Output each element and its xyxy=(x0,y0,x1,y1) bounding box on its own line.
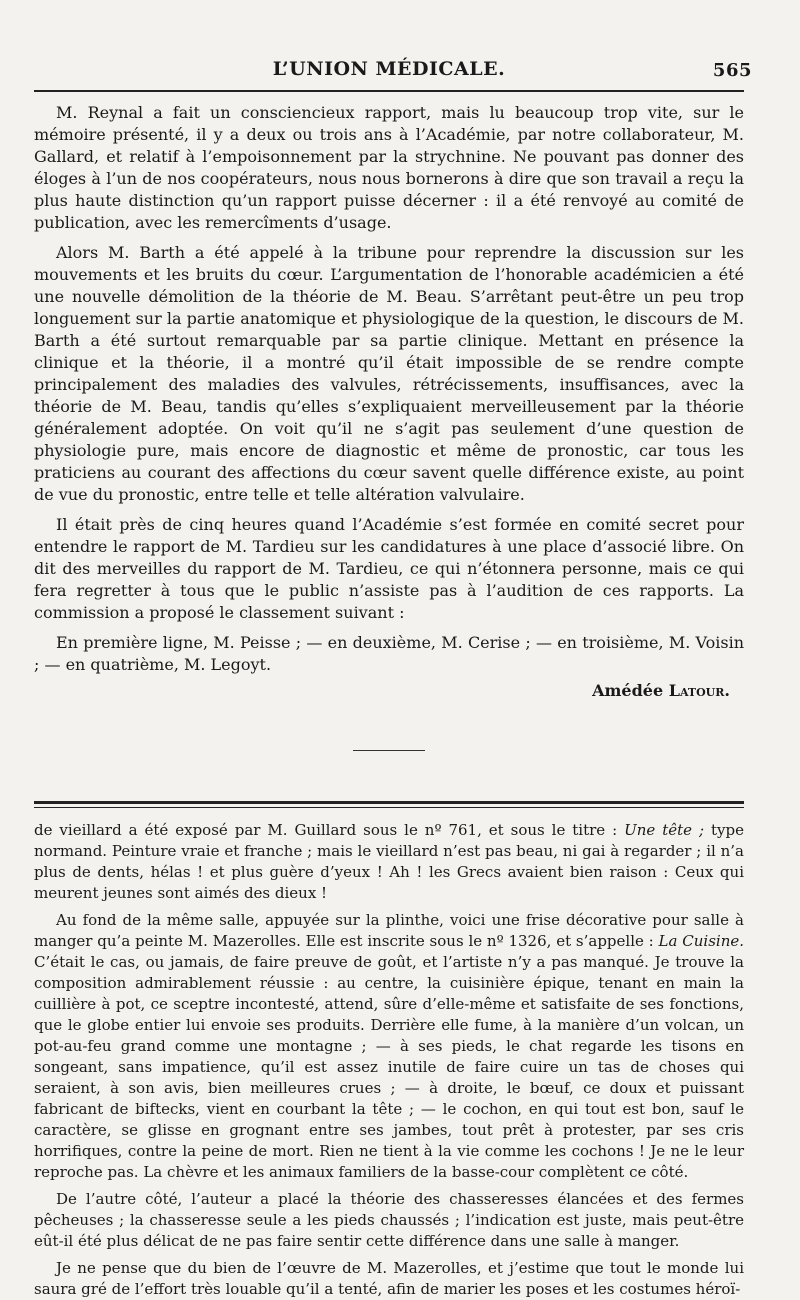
feuilleton-paragraph: Je ne pense que du bien de l’œuvre de M. Mazerolles, et j’estime que tout le monde lui saura gré de l’effort très louable qu’il a tenté, afin de marier les poses et les costumes héroï- xyxy=(34,1259,744,1298)
page-number: 565 xyxy=(712,60,752,81)
page-header xyxy=(34,42,752,81)
article-paragraph: Alors M. Barth a été appelé à la tribune pour reprendre la discussion sur les mouvements et les bruits du cœur. L’argumentation de l’honorable académicien a été une nouvelle démolition de la théorie de M. Beau. S’arrêtant peut-être un peu trop longuement sur la partie anatomique et physiologique de la question, le discours de M. Barth a été surtout remarquable par sa partie clinique. Mettant en présence la clinique et la théorie, il a montré qu’il était impossible de se rendre compte principalement des maladies des valvules, rétrécissements, insuffisances, avec la théorie de M. Beau, tandis qu’elles s’expliquaient merveilleusement par la théorie généralement adoptée. On voit qu’il ne s’agit pas seulement d’une question de physiologie pure, mais encore de diagnostic et même de pronostic, car tous les praticiens au courant des affections du cœur savent quelle différence existe, au point de vue du pronostic, entre telle et telle altération valvulaire. xyxy=(34,243,744,504)
feuilleton-separator xyxy=(34,801,744,808)
main-article xyxy=(34,102,744,751)
signature-last-name: Latour. xyxy=(668,681,730,700)
text-run: Au fond de la même salle, appuyée sur la plinthe, voici une frise décorative pour salle à manger qu’a peinte M. Mazerolles. Elle est inscrite sous le nº 1326, et s’appelle : xyxy=(34,911,744,950)
feuilleton-paragraph xyxy=(34,910,744,1183)
text-run: C’était le cas, ou jamais, de faire preuve de goût, et l’artiste n’y a pas manqué. Je trouve la composition admirablement réussie : au centre, la cuisinière épique, tenant en main la cuillière à pot, ce sceptre incontesté, attend, sûre d’elle-même et satisfaite de ses fonctions, que le globe entier lui envoie ses produits. Derrière elle fume, à la manière d’un volcan, un pot-au-feu grand comme une montagne ; — à ses pieds, le chat regarde les tisons en songeant, sans impatience, qu’il est assez inutile de faire cuire un tas de choses qui seraient, à son avis, bien meilleures crues ; — à droite, le bœuf, ce doux et puissant fabricant de biftecks, vient en courbant la tête ; — le cochon, en qui tout est bon, sauf le caractère, se glisse en grognant entre ses jambes, tout prêt à protester, par ses cris horrifiques, contre la peine de mort. Rien ne tient à la vie comme les cochons ! Je ne le leur reproche pas. La chèvre et les animaux familiers de la basse-cour complètent ce côté. xyxy=(34,953,744,1181)
article-paragraph: M. Reynal a fait un consciencieux rapport, mais lu beaucoup trop vite, sur le mémoire présenté, il y a deux ou trois ans à l’Académie, par notre collaborateur, M. Gallard, et relatif à l’empoisonnement par la strychnine. Ne pouvant pas donner des éloges à l’un de nos coopérateurs, nous nous bornerons à dire que son travail a reçu la plus haute distinction qu’un rapport puisse décerner : il a été renvoyé au comité de publication, avec les remercîments d’usage. xyxy=(34,103,744,232)
artwork-title: La Cuisine. xyxy=(658,932,744,950)
artwork-title: Une tête ; xyxy=(624,821,705,839)
header-rule xyxy=(34,90,744,92)
section-divider xyxy=(353,750,425,751)
feuilleton-paragraph: De l’autre côté, l’auteur a placé la théorie des chasseresses élancées et des fermes pêcheuses ; la chasseresse seule a les pieds chaussés ; l’indication est juste, mais peut-être eût-il été plus délicat de ne pas faire sentir cette différence dans une salle à manger. xyxy=(34,1190,744,1250)
article-paragraph: En première ligne, M. Peisse ; — en deuxième, M. Cerise ; — en troisième, M. Voisin ; — en quatrième, M. Legoyt. xyxy=(34,633,744,674)
signature-first-name: Amédée xyxy=(592,681,664,700)
feuilleton-column xyxy=(34,820,744,1300)
text-run: type normand. Peinture vraie et franche ; mais le vieillard n’est pas beau, ni gai à regarder ; il n’a plus de dents, hélas ! et plus guère d’yeux ! Ah ! les Grecs avaient bien raison : Ceux qui meurent jeunes sont aimés des dieux ! xyxy=(34,821,744,902)
article-paragraph: Il était près de cinq heures quand l’Académie s’est formée en comité secret pour entendre le rapport de M. Tardieu sur les candidatures à une place d’associé libre. On dit des merveilles du rapport de M. Tardieu, ce qui n’étonnera personne, mais ce qui fera regretter à tous que le public n’assiste pas à l’audition de ces rapports. La commission a proposé le classement suivant : xyxy=(34,515,744,622)
journal-title: L’UNION MÉDICALE. xyxy=(272,58,506,80)
author-signature xyxy=(34,680,744,702)
feuilleton-paragraph xyxy=(34,820,744,904)
text-run: de vieillard a été exposé par M. Guillard sous le nº 761, et sous le titre : xyxy=(34,821,625,839)
